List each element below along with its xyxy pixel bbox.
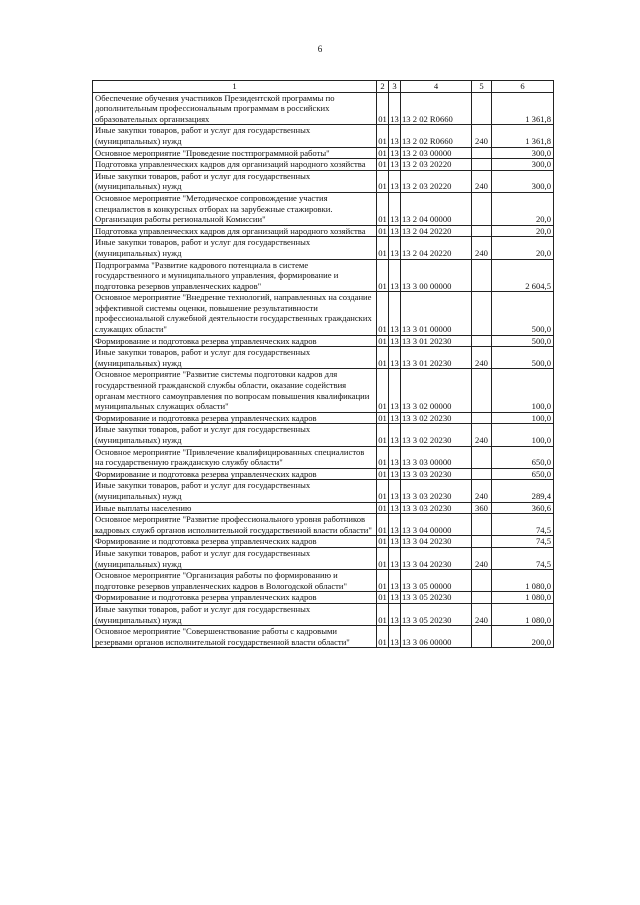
table-row	[93, 237, 554, 259]
expense-type-code-cell	[472, 259, 492, 292]
subsection-code-cell: 13	[389, 92, 401, 125]
expense-type-code-cell: 240	[472, 547, 492, 569]
item-name-cell: Основное мероприятие "Методическое сопровождение участия специалистов в конкурсных отборах на зарубежные стажировки. Организация работы региональной Комиссии"	[93, 192, 377, 225]
table-row	[93, 592, 554, 604]
target-article-code-cell: 13 2 02 R0660	[401, 125, 472, 147]
item-name-cell: Формирование и подготовка резерва управленческих кадров	[93, 335, 377, 347]
header-cell: 5	[472, 81, 492, 93]
amount-cell: 74,5	[492, 514, 554, 536]
table-row	[93, 570, 554, 592]
subsection-code-cell: 13	[389, 603, 401, 625]
amount-cell: 100,0	[492, 412, 554, 424]
section-code-cell: 01	[377, 514, 389, 536]
section-code-cell: 01	[378, 502, 387, 513]
target-article-code-cell: 13 3 04 00000	[401, 514, 472, 536]
header-cell: 6	[492, 81, 554, 93]
section-code-cell: 01	[377, 626, 389, 648]
table-row	[93, 159, 554, 171]
target-article-code-cell: 13 3 02 20230	[401, 424, 472, 446]
section-code-cell: 01	[378, 536, 387, 547]
amount-cell: 650,0	[492, 468, 554, 480]
expense-type-code-cell: 240	[472, 237, 492, 259]
table-row	[93, 259, 554, 292]
section-code-cell: 01	[377, 347, 389, 369]
subsection-code-cell: 13	[390, 502, 399, 513]
table-row	[93, 446, 554, 468]
section-code-cell: 01	[378, 412, 387, 423]
subsection-code-cell: 13	[389, 446, 401, 468]
amount-cell: 500,0	[492, 292, 554, 335]
item-name-cell: Формирование и подготовка резерва управленческих кадров	[93, 592, 377, 604]
subsection-code-cell: 13	[389, 259, 401, 292]
target-article-code-cell: 13 3 05 20230	[401, 592, 472, 604]
section-code-cell: 01	[377, 125, 389, 147]
item-name-cell: Основное мероприятие "Совершенствование работы с кадровыми резервами органов исполнительной государственной власти области"	[93, 626, 377, 648]
header-row	[93, 81, 554, 93]
section-code-cell: 01	[378, 225, 387, 236]
section-code-cell: 01	[377, 603, 389, 625]
amount-cell: 1 080,0	[492, 592, 554, 604]
expense-type-code-cell: 240	[472, 603, 492, 625]
amount-cell: 20,0	[492, 192, 554, 225]
target-article-code-cell: 13 3 06 00000	[401, 626, 472, 648]
subsection-code-cell: 13	[390, 536, 399, 547]
table-row	[93, 170, 554, 192]
header-cell: 3	[389, 81, 401, 93]
amount-cell: 300,0	[492, 159, 554, 171]
subsection-code-cell: 13	[389, 192, 401, 225]
target-article-code-cell: 13 2 02 R0660	[401, 92, 472, 125]
target-article-code-cell: 13 3 01 00000	[401, 292, 472, 335]
table-row	[93, 626, 554, 648]
expense-type-code-cell	[472, 626, 492, 648]
target-article-code-cell: 13 3 03 20230	[401, 468, 472, 480]
section-code-cell: 01	[377, 237, 389, 259]
target-article-code-cell: 13 2 04 20220	[401, 225, 472, 237]
section-code-cell: 01	[377, 292, 389, 335]
target-article-code-cell: 13 3 00 00000	[401, 259, 472, 292]
item-name-cell: Иные закупки товаров, работ и услуг для государственных (муниципальных) нужд	[93, 347, 377, 369]
section-code-cell: 01	[378, 335, 387, 346]
item-name-cell: Обеспечение обучения участников Президентской программы по дополнительным профессиональным программам в российских образовательных организациях	[93, 92, 377, 125]
amount-cell: 500,0	[492, 335, 554, 347]
amount-cell: 20,0	[492, 237, 554, 259]
item-name-cell: Основное мероприятие "Организация работы по формированию и подготовке резервов управленческих кадров в Вологодской области"	[93, 570, 377, 592]
table-row	[93, 547, 554, 569]
item-name-cell: Подпрограмма "Развитие кадрового потенциала в системе государственного и муниципального управления, формирование и подготовка резервов управленческих кадров"	[93, 259, 377, 292]
subsection-code-cell: 13	[389, 547, 401, 569]
item-name-cell: Иные закупки товаров, работ и услуг для государственных (муниципальных) нужд	[93, 237, 377, 259]
item-name-cell: Основное мероприятие "Проведение постпрограммной работы"	[93, 147, 377, 159]
table-row	[93, 412, 554, 424]
expense-type-code-cell: 240	[472, 480, 492, 502]
amount-cell: 650,0	[492, 446, 554, 468]
amount-cell: 300,0	[492, 170, 554, 192]
subsection-code-cell: 13	[389, 626, 401, 648]
amount-cell: 1 361,8	[492, 125, 554, 147]
target-article-code-cell: 13 3 02 00000	[401, 369, 472, 412]
expense-type-code-cell: 360	[472, 502, 492, 514]
section-code-cell: 01	[378, 147, 387, 158]
subsection-code-cell: 13	[389, 292, 401, 335]
section-code-cell: 01	[377, 424, 389, 446]
target-article-code-cell: 13 3 01 20230	[401, 347, 472, 369]
target-article-code-cell: 13 3 04 20230	[401, 536, 472, 548]
expense-type-code-cell: 240	[472, 424, 492, 446]
expense-type-code-cell: 240	[472, 125, 492, 147]
table-row	[93, 603, 554, 625]
target-article-code-cell: 13 3 05 20230	[401, 603, 472, 625]
item-name-cell: Формирование и подготовка резерва управленческих кадров	[93, 536, 377, 548]
item-name-cell: Иные закупки товаров, работ и услуг для государственных (муниципальных) нужд	[93, 424, 377, 446]
expense-type-code-cell	[472, 412, 492, 424]
subsection-code-cell: 13	[390, 159, 399, 170]
expense-type-code-cell	[472, 536, 492, 548]
expense-type-code-cell	[472, 592, 492, 604]
section-code-cell: 01	[377, 480, 389, 502]
target-article-code-cell: 13 2 03 20220	[401, 159, 472, 171]
subsection-code-cell: 13	[389, 570, 401, 592]
header-cell: 2	[377, 81, 389, 93]
expense-type-code-cell	[472, 159, 492, 171]
expense-type-code-cell: 240	[472, 347, 492, 369]
expense-type-code-cell	[472, 446, 492, 468]
amount-cell: 74,5	[492, 536, 554, 548]
item-name-cell: Подготовка управленческих кадров для организаций народного хозяйства	[93, 159, 377, 171]
table-row	[93, 125, 554, 147]
amount-cell: 20,0	[492, 225, 554, 237]
item-name-cell: Иные закупки товаров, работ и услуг для государственных (муниципальных) нужд	[93, 480, 377, 502]
table-row	[93, 347, 554, 369]
section-code-cell: 01	[377, 259, 389, 292]
table-row	[93, 536, 554, 548]
target-article-code-cell: 13 2 04 20220	[401, 237, 472, 259]
expense-type-code-cell	[472, 570, 492, 592]
section-code-cell: 01	[378, 468, 387, 479]
subsection-code-cell: 13	[390, 225, 399, 236]
expense-type-code-cell	[472, 369, 492, 412]
subsection-code-cell: 13	[390, 147, 399, 158]
expense-type-code-cell	[472, 192, 492, 225]
amount-cell: 360,6	[492, 502, 554, 514]
item-name-cell: Иные закупки товаров, работ и услуг для государственных (муниципальных) нужд	[93, 547, 377, 569]
target-article-code-cell: 13 3 03 20230	[401, 502, 472, 514]
table-row	[93, 192, 554, 225]
target-article-code-cell: 13 2 04 00000	[401, 192, 472, 225]
subsection-code-cell: 13	[390, 335, 399, 346]
subsection-code-cell: 13	[389, 424, 401, 446]
amount-cell: 1 080,0	[492, 570, 554, 592]
expense-type-code-cell	[472, 225, 492, 237]
item-name-cell: Основное мероприятие "Развитие профессионального уровня работников кадровых служб органов исполнительной государственной власти области"	[93, 514, 377, 536]
item-name-cell: Подготовка управленческих кадров для организаций народного хозяйства	[93, 225, 377, 237]
subsection-code-cell: 13	[390, 468, 399, 479]
subsection-code-cell: 13	[389, 170, 401, 192]
item-name-cell: Формирование и подготовка резерва управленческих кадров	[93, 468, 377, 480]
item-name-cell: Основное мероприятие "Развитие системы подготовки кадров для государственной гражданской службы области, оказание содействия органам местного самоуправления по вопросам повышения квалификации муниципальных служащих области"	[93, 369, 377, 412]
table-row	[93, 147, 554, 159]
table-row	[93, 369, 554, 412]
target-article-code-cell: 13 3 04 20230	[401, 547, 472, 569]
target-article-code-cell: 13 3 02 20230	[401, 412, 472, 424]
amount-cell: 500,0	[492, 347, 554, 369]
section-code-cell: 01	[377, 170, 389, 192]
item-name-cell: Иные закупки товаров, работ и услуг для государственных (муниципальных) нужд	[93, 125, 377, 147]
page-number: 6	[317, 44, 323, 54]
subsection-code-cell: 13	[390, 592, 399, 603]
item-name-cell: Иные выплаты населению	[93, 502, 377, 514]
table-row	[93, 424, 554, 446]
expense-type-code-cell	[472, 292, 492, 335]
table-row	[93, 502, 554, 514]
amount-cell: 100,0	[492, 424, 554, 446]
amount-cell: 200,0	[492, 626, 554, 648]
subsection-code-cell: 13	[389, 125, 401, 147]
amount-cell: 74,5	[492, 547, 554, 569]
amount-cell: 289,4	[492, 480, 554, 502]
amount-cell: 100,0	[492, 369, 554, 412]
target-article-code-cell: 13 3 01 20230	[401, 335, 472, 347]
target-article-code-cell: 13 3 03 00000	[401, 446, 472, 468]
table-row	[93, 468, 554, 480]
item-name-cell: Формирование и подготовка резерва управленческих кадров	[93, 412, 377, 424]
subsection-code-cell: 13	[390, 412, 399, 423]
table-row	[93, 335, 554, 347]
item-name-cell: Иные закупки товаров, работ и услуг для государственных (муниципальных) нужд	[93, 603, 377, 625]
expense-type-code-cell	[472, 514, 492, 536]
expense-type-code-cell	[472, 92, 492, 125]
subsection-code-cell: 13	[389, 480, 401, 502]
subsection-code-cell: 13	[389, 347, 401, 369]
section-code-cell: 01	[377, 369, 389, 412]
section-code-cell: 01	[377, 92, 389, 125]
table-row	[93, 480, 554, 502]
subsection-code-cell: 13	[389, 369, 401, 412]
header-cell: 4	[401, 81, 472, 93]
section-code-cell: 01	[377, 570, 389, 592]
amount-cell: 2 604,5	[492, 259, 554, 292]
header-cell: 1	[93, 81, 377, 93]
section-code-cell: 01	[377, 446, 389, 468]
amount-cell: 1 361,8	[492, 92, 554, 125]
section-code-cell: 01	[378, 159, 387, 170]
section-code-cell: 01	[377, 192, 389, 225]
table-row	[93, 225, 554, 237]
item-name-cell: Основное мероприятие "Привлечение квалифицированных специалистов на государственную гражданскую службу области"	[93, 446, 377, 468]
section-code-cell: 01	[377, 547, 389, 569]
table-row	[93, 92, 554, 125]
table-row	[93, 514, 554, 536]
table-row	[93, 292, 554, 335]
amount-cell: 300,0	[492, 147, 554, 159]
expense-type-code-cell: 240	[472, 170, 492, 192]
target-article-code-cell: 13 3 03 20230	[401, 480, 472, 502]
subsection-code-cell: 13	[389, 514, 401, 536]
section-code-cell: 01	[378, 592, 387, 603]
item-name-cell: Основное мероприятие "Внедрение технологий, направленных на создание эффективной системы оценки, повышение результативности профессиональной служебной деятельности государственных гражданских служащих области"	[93, 292, 377, 335]
subsection-code-cell: 13	[389, 237, 401, 259]
target-article-code-cell: 13 2 03 00000	[401, 147, 472, 159]
expense-type-code-cell	[472, 468, 492, 480]
target-article-code-cell: 13 2 03 20220	[401, 170, 472, 192]
item-name-cell: Иные закупки товаров, работ и услуг для государственных (муниципальных) нужд	[93, 170, 377, 192]
expense-type-code-cell	[472, 335, 492, 347]
target-article-code-cell: 13 3 05 00000	[401, 570, 472, 592]
budget-table	[92, 80, 554, 648]
expense-type-code-cell	[472, 147, 492, 159]
amount-cell: 1 080,0	[492, 603, 554, 625]
